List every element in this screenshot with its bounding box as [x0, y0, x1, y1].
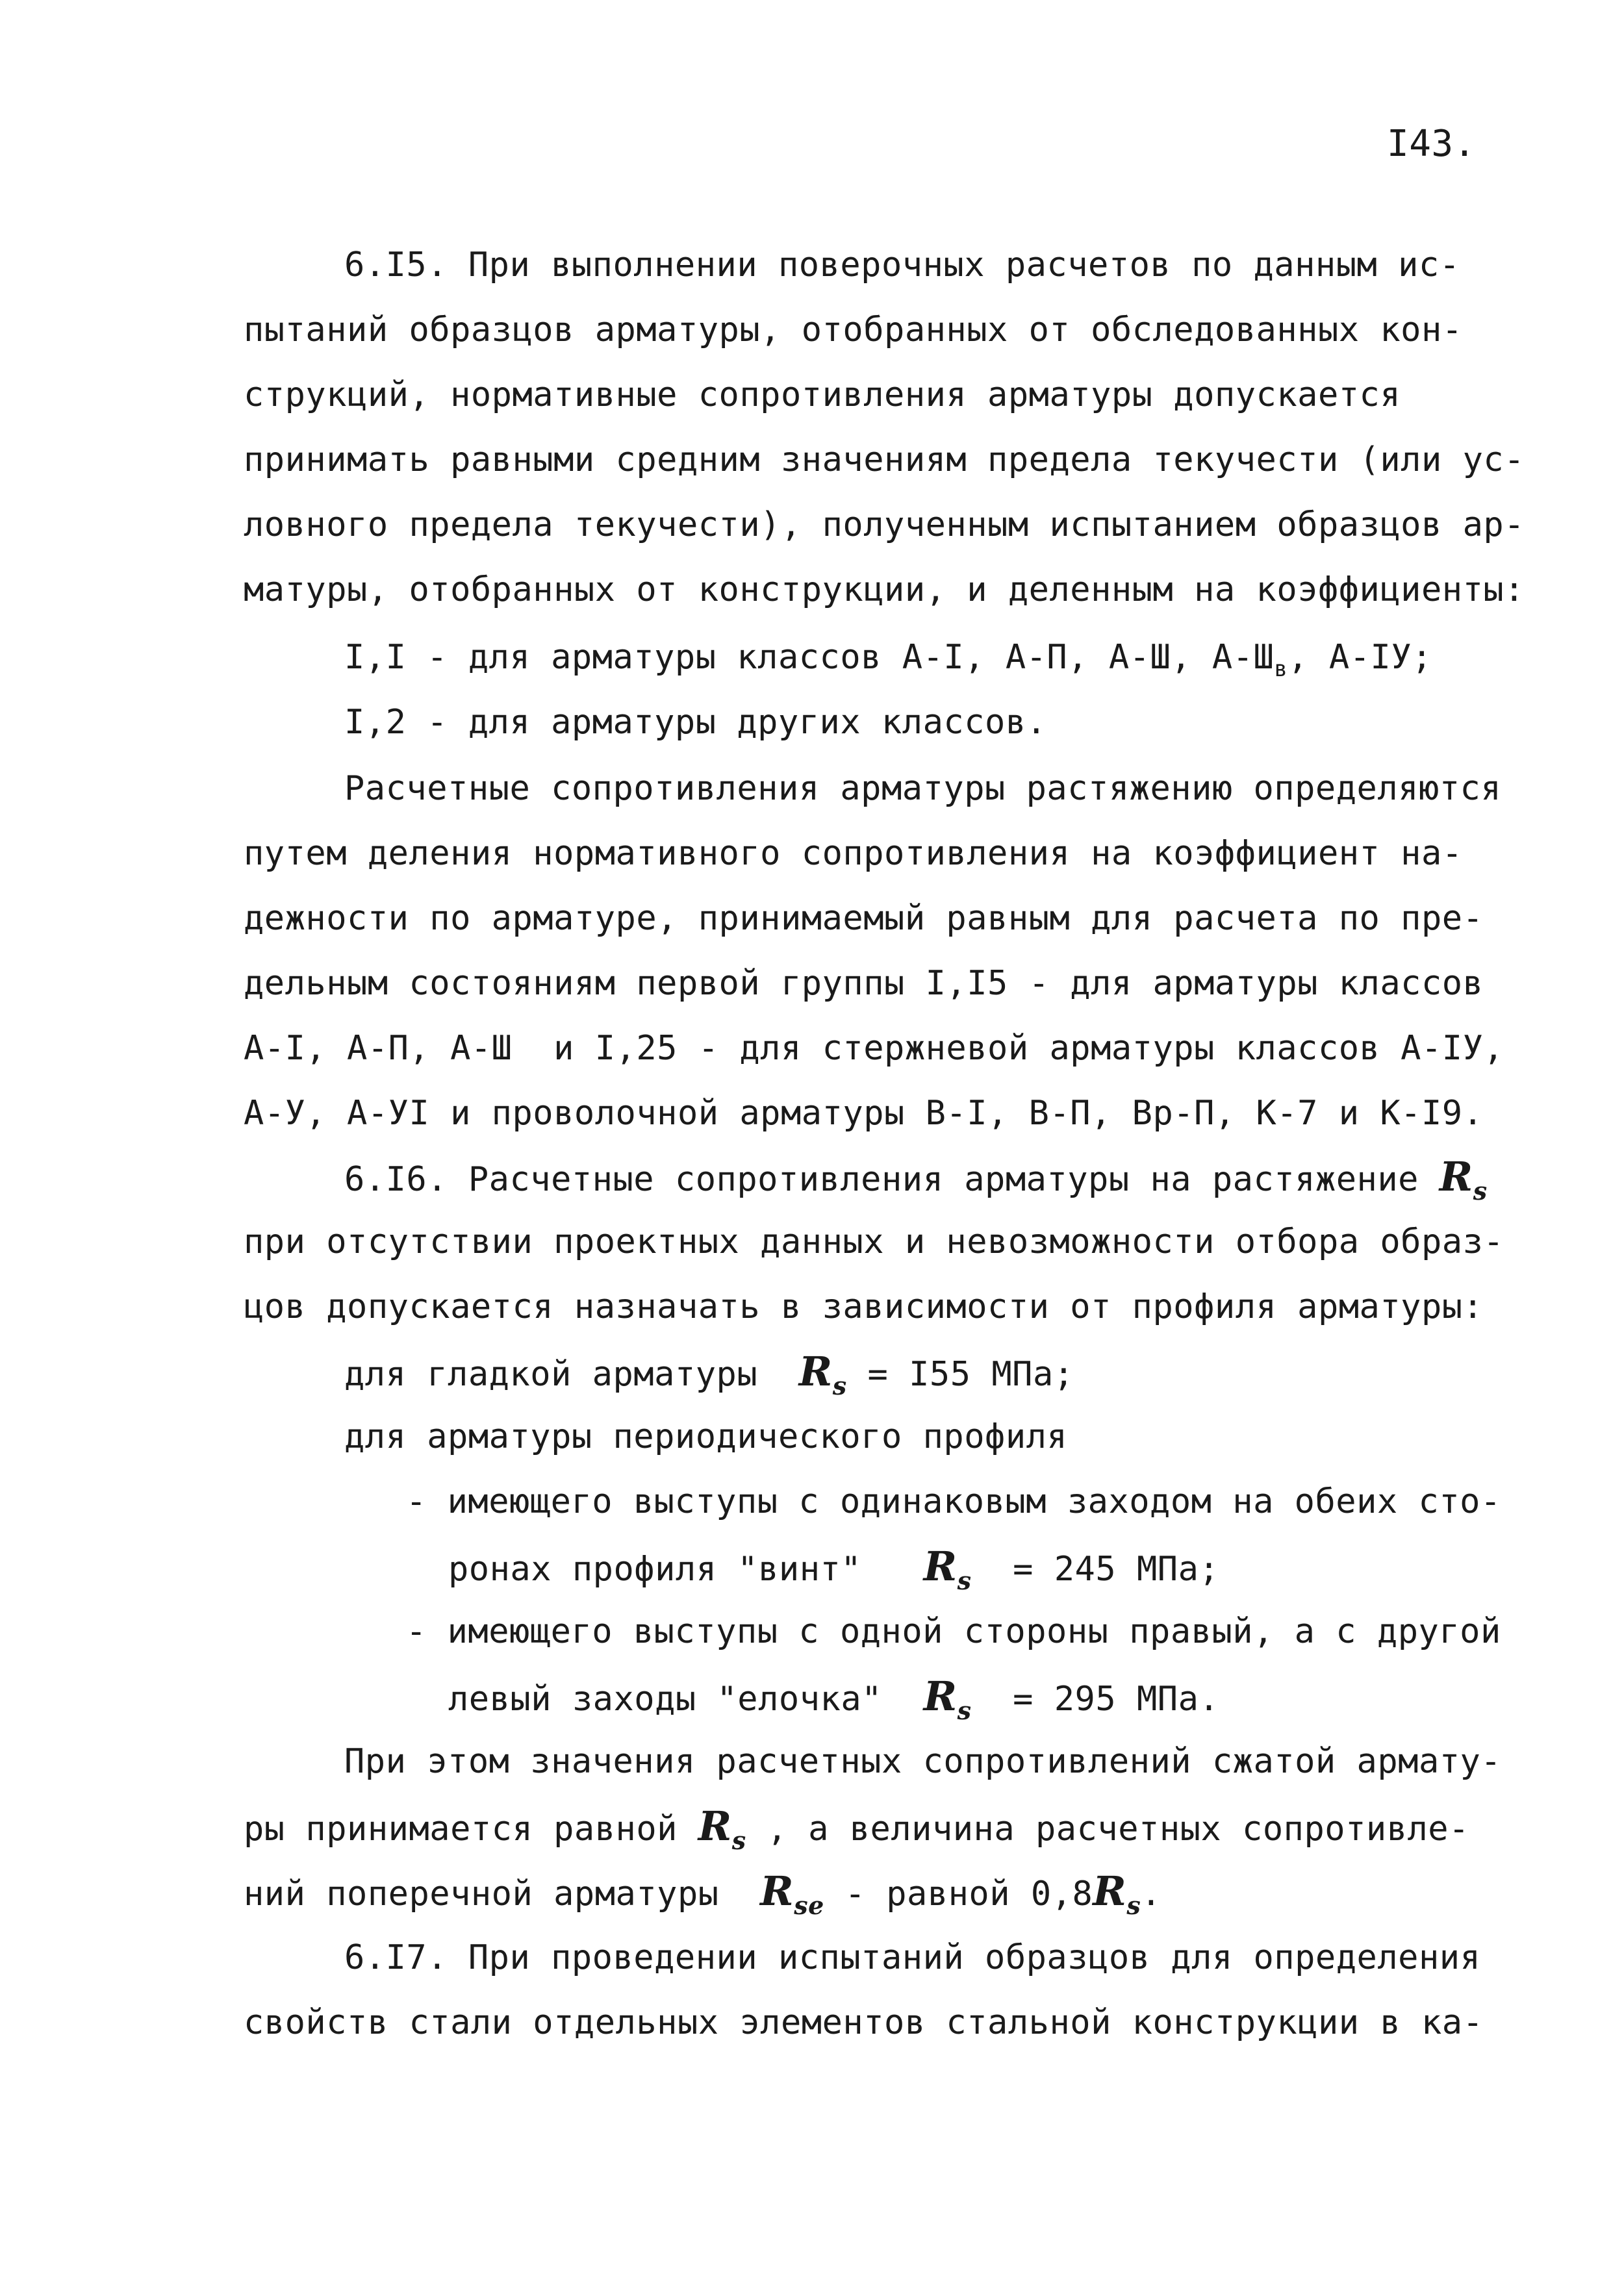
text-line: - имеющего выступы с одинаковым заходом на обеих сто-: [406, 1482, 1501, 1521]
text-line: ловного предела текучести), полученным испытанием образцов ар-: [244, 505, 1525, 544]
rs-symbol: $R_s$: [923, 1673, 972, 1725]
text-line: цов допускается назначать в зависимости от профиля арматуры:: [244, 1287, 1484, 1326]
text-line: матуры, отобранных от конструкции, и деленным на коэффициенты:: [244, 570, 1525, 609]
rs-symbol: $R_s$: [698, 1802, 746, 1855]
text-line: левый заходы "елочка" $R_s = 295$ МПа.: [448, 1673, 1220, 1725]
text-line: I,2 - для арматуры других классов.: [344, 703, 1047, 742]
text-line: при отсутствии проектных данных и невозможности отбора образ-: [244, 1222, 1504, 1261]
text-line: дельным состояниям первой группы I,I5 - для арматуры классов: [244, 964, 1484, 1003]
text-line: А-У, А-УI и проволочной арматуры В-I, В-П, Вр-П, К-7 и К-I9.: [244, 1094, 1484, 1133]
text-line: 6.I7. При проведении испытаний образцов для определения: [344, 1938, 1481, 1977]
page-number: I43.: [1387, 123, 1476, 165]
text-line: принимать равными средним значениям предела текучести (или ус-: [244, 440, 1525, 479]
text-line: свойств стали отдельных элементов стальной конструкции в ка-: [244, 2003, 1484, 2042]
rs-symbol: $R_s$: [1093, 1867, 1141, 1920]
text-line: I,I - для арматуры классов А-I, А-П, А-Ш, $А-Ш_в$, А-IУ;: [344, 638, 1432, 682]
text-line: пытаний образцов арматуры, отобранных от обследованных кон-: [244, 310, 1463, 349]
text-line: - имеющего выступы с одной стороны правый, а с другой: [406, 1612, 1501, 1651]
text-line: 6.I6. Расчетные сопротивления арматуры на растяжение $R_s$: [344, 1153, 1488, 1206]
rs-symbol: $R_s$: [1439, 1153, 1488, 1206]
text-line: 6.I5. При выполнении поверочных расчетов по данным ис-: [344, 246, 1460, 284]
text-line: ронах профиля "винт" $R_s = 245$ МПа;: [448, 1543, 1220, 1595]
text-line: струкций, нормативные сопротивления арматуры допускается: [244, 375, 1401, 414]
rs-symbol: $R_s$: [798, 1348, 847, 1400]
text-line: дежности по арматуре, принимаемый равным для расчета по пре-: [244, 899, 1484, 938]
text-line: А-I, А-П, А-Ш и I,25 - для стержневой арматуры классов А-IУ,: [244, 1029, 1504, 1068]
text-line: ний поперечной арматуры $R_{se}$ - равной $0,8R_s$.: [244, 1867, 1162, 1920]
text-line: для гладкой арматуры $R_s = I55$ МПа;: [344, 1348, 1074, 1400]
text-line: путем деления нормативного сопротивления на коэффициент на-: [244, 834, 1463, 873]
text-line: Расчетные сопротивления арматуры растяжению определяются: [344, 769, 1502, 808]
text-line: для арматуры периодического профиля: [344, 1417, 1068, 1456]
text-line: ры принимается равной $R_s$ , а величина расчетных сопротивле-: [244, 1802, 1469, 1855]
rse-symbol: $R_{se}$: [760, 1867, 824, 1920]
text-line: При этом значения расчетных сопротивлений сжатой армату-: [344, 1742, 1502, 1781]
rs-symbol: $R_s$: [923, 1543, 972, 1595]
